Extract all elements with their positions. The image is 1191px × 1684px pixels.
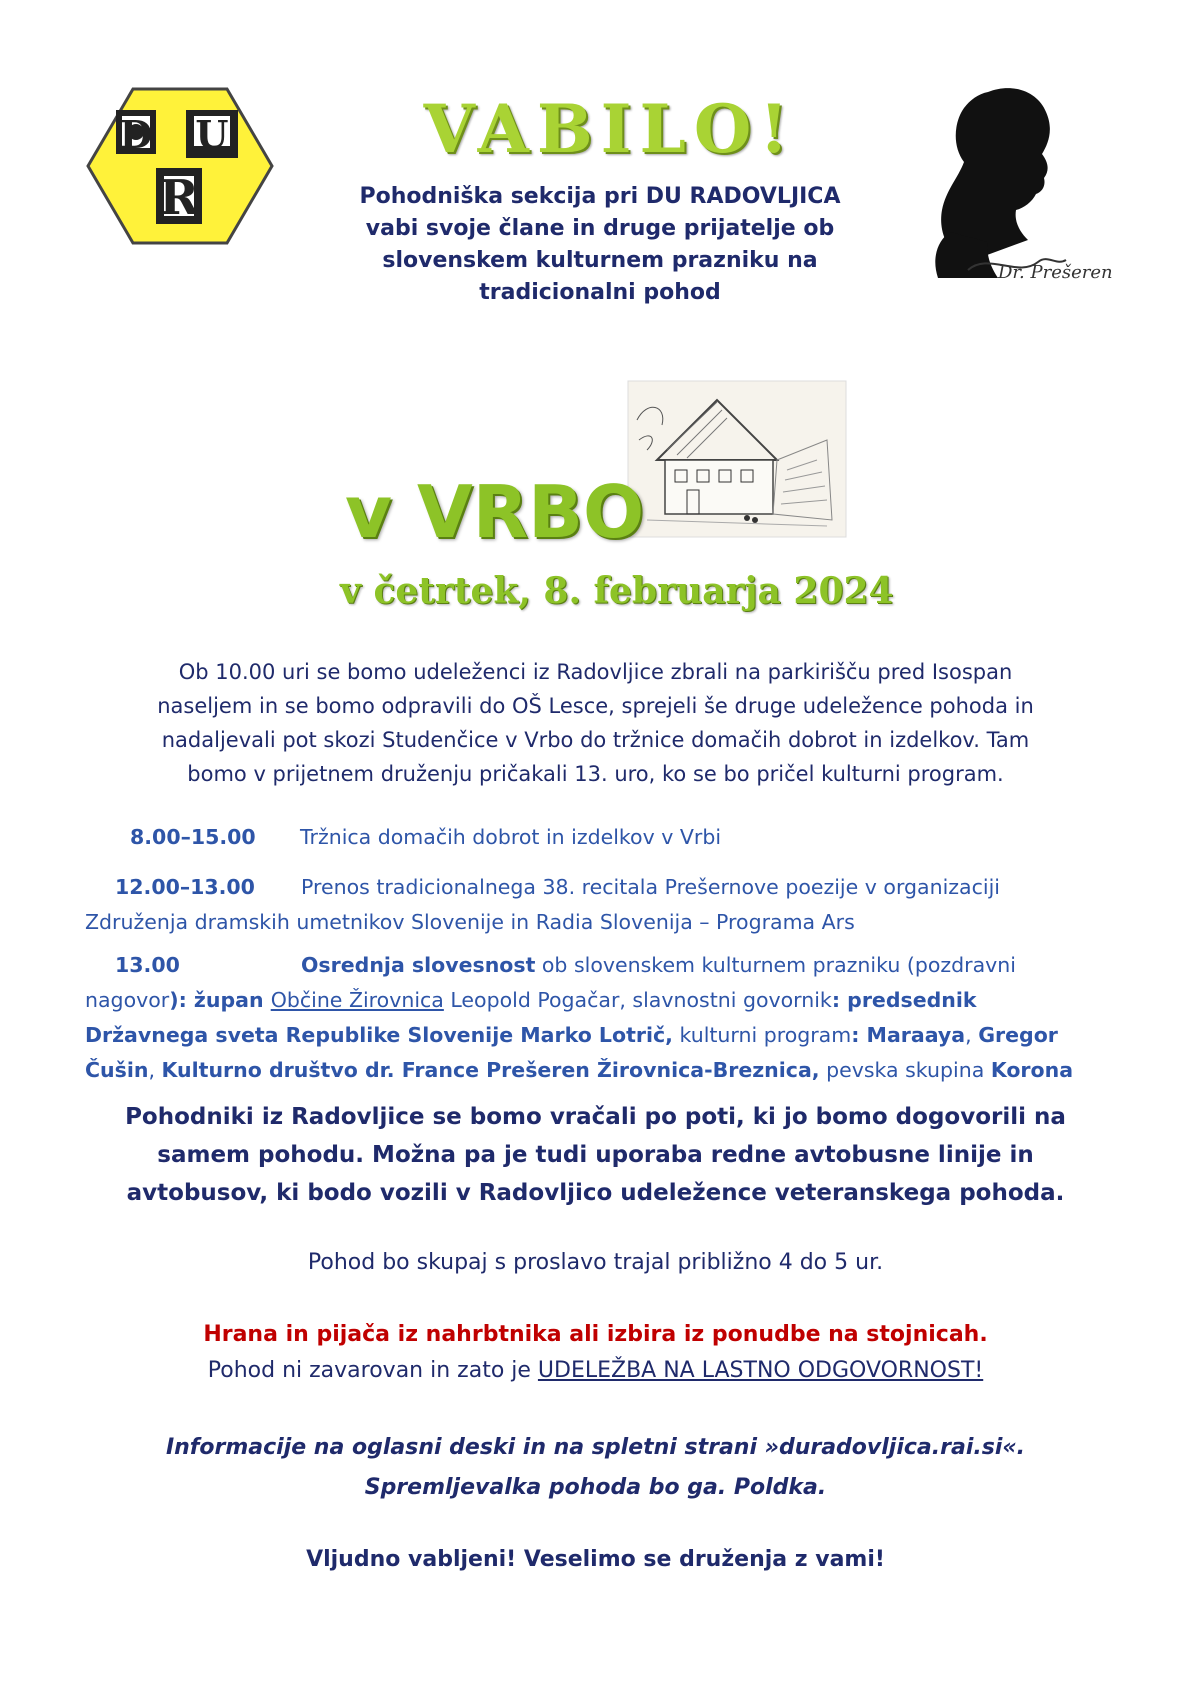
schedule-text: kulturni program	[672, 1023, 852, 1047]
food-notice: Hrana in pijača iz nahrbtnika ali izbira iz ponudbe na stojnicah.	[203, 1322, 988, 1347]
schedule-text: pevska skupina	[819, 1058, 991, 1082]
du-radovljica-logo	[86, 86, 274, 246]
schedule-item	[85, 948, 1115, 1088]
schedule-text: Tržnica domačih dobrot in izdelkov v Vrbi	[300, 825, 722, 849]
insurance-prefix: Pohod ni zavarovan in zato je	[207, 1358, 538, 1383]
schedule-text: Korona	[990, 1058, 1074, 1082]
svg-text:R: R	[159, 170, 199, 226]
schedule-text: : Maraaya	[851, 1023, 966, 1047]
schedule-highlight: Osrednja slovesnost	[301, 953, 536, 977]
intro-line: Pohodniška sekcija pri DU RADOVLJICA	[359, 184, 841, 209]
municipality-link[interactable]: Občine Žirovnica	[270, 988, 444, 1012]
schedule-text: Gregor	[978, 1023, 1058, 1047]
info-paragraph	[100, 1428, 1091, 1508]
meeting-paragraph	[100, 655, 1091, 791]
info-line: Spremljevalka pohoda bo ga. Poldka.	[364, 1475, 827, 1500]
schedule-text: ob slovenskem kulturnem prazniku (pozdravni	[535, 953, 1016, 977]
meeting-line: naseljem in se bomo odpravili do OŠ Lesce, sprejeli še druge udeležence pohoda in	[157, 694, 1034, 718]
schedule-time: 12.00–13.00	[115, 875, 255, 899]
schedule-time: 8.00–15.00	[130, 825, 256, 849]
schedule-text: ,	[148, 1058, 162, 1082]
event-date: v četrtek, 8. februarja 2024	[340, 570, 894, 612]
hexagon-logo-icon	[86, 86, 274, 246]
duration-text: Pohod bo skupaj s proslavo trajal približno 4 do 5 ur.	[307, 1250, 884, 1275]
schedule-text: Leopold Pogačar, slavnostni govornik	[443, 988, 832, 1012]
meeting-line: Ob 10.00 uri se bomo udeleženci iz Radovljice zbrali na parkirišču pred Isospan	[178, 660, 1013, 684]
schedule-item	[85, 820, 1115, 855]
schedule-item	[85, 870, 1115, 940]
return-line: Pohodniki iz Radovljice se bomo vračali po poti, ki jo bomo dogovorili na	[125, 1104, 1066, 1130]
schedule-time: 13.00	[115, 953, 180, 977]
vrba-house-sketch-icon	[627, 380, 847, 538]
destination-place: v VRBO	[345, 470, 645, 554]
insurance-notice	[100, 1356, 1091, 1386]
info-line: Informacije na oglasni deski in na spletni strani »duradovljica.rai.si«.	[165, 1435, 1026, 1460]
intro-line: slovenskem kulturnem prazniku na	[382, 248, 818, 273]
schedule-text: Združenja dramskih umetnikov Slovenije in Radia Slovenija – Programa Ars	[85, 910, 855, 934]
svg-text:Dr. Prešeren: Dr. Prešeren	[998, 262, 1113, 283]
closing-text: Vljudno vabljeni! Veselimo se druženja z vami!	[306, 1547, 885, 1572]
responsibility-emphasis: UDELEŽBA NA LASTNO ODGOVORNOST!	[537, 1358, 984, 1383]
intro-line: tradicionalni pohod	[479, 280, 721, 305]
return-paragraph	[95, 1098, 1096, 1212]
return-line: samem pohodu. Možna pa je tudi uporaba redne avtobusne linije in	[157, 1142, 1034, 1168]
svg-text:D: D	[119, 112, 153, 157]
schedule-text: : predsednik	[831, 988, 977, 1012]
schedule-text: Prenos tradicionalnega 38. recitala Prešernove poezije v organizaciji	[301, 875, 1000, 899]
page-title: VABILO!	[423, 90, 797, 168]
svg-text:U: U	[195, 112, 229, 157]
return-line: avtobusov, ki bodo vozili v Radovljico udeležence veteranskega pohoda.	[126, 1180, 1065, 1206]
schedule-text: nagovor	[85, 988, 170, 1012]
intro-text	[300, 181, 900, 309]
schedule-text: Kulturno društvo dr. France Prešeren Žirovnica-Breznica,	[161, 1058, 820, 1082]
preseren-silhouette-icon	[928, 82, 1113, 290]
schedule-text: ): župan	[169, 988, 271, 1012]
schedule-text: ,	[965, 1023, 979, 1047]
schedule-text: Državnega sveta Republike Slovenije Marko Lotrič,	[85, 1023, 673, 1047]
schedule-text: Čušin	[85, 1058, 149, 1082]
intro-line: vabi svoje člane in druge prijatelje ob	[365, 216, 835, 241]
meeting-line: nadaljevali pot skozi Studenčice v Vrbo do tržnice domačih dobrot in izdelkov. Tam	[161, 728, 1030, 752]
meeting-line: bomo v prijetnem druženju pričakali 13. uro, ko se bo pričel kulturni program.	[187, 762, 1004, 786]
